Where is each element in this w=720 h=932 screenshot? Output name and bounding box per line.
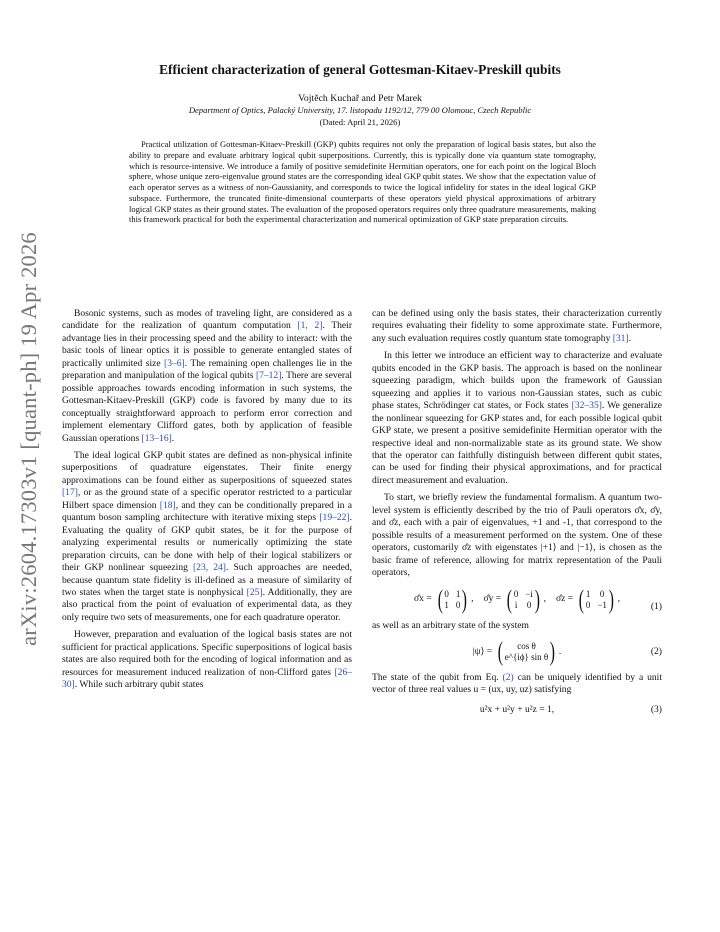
arxiv-sidebar-stamp [12,222,46,656]
left-column [62,308,352,697]
right-column [372,308,662,723]
matrix-entry: 1 [455,588,461,599]
citation-link[interactable]: [3–6] [164,357,185,369]
text-run: . Such approaches are needed, because quantum state fidelity is ill-defined as a measure of similarity of two states when the target state is nonphysical [62,562,353,598]
equation-number: (3) [650,703,662,715]
equation-number: (2) [650,645,662,657]
text-run: , and they can be conditionally prepared in a quantum boson sampling architecture with iterative mixing steps [62,499,352,524]
matrix: ( 0 −i i 0 ) [506,584,540,614]
text-run: However, preparation and evaluation of the logical basis states are not sufficient for practical applications. Specific superpositions of logical basis states are also required both for the encoding of logical information and as resources for measurement induced realization of non-Clifford gates [62,629,352,678]
citation-link[interactable]: [23, 24] [193,562,226,574]
citation-link[interactable]: [1, 2] [297,320,323,332]
vector-entry: cos θ [517,640,536,651]
matrix: ( 0 1 1 0 ) [437,584,468,614]
text-run: . We generalize the nonlinear squeezing for GKP states and, for each possible logical qubit GKP state, we present a positive semidefinite Hermitian operator with the respective ideal and non-normalizable state as its ground state. We show that the operator can faithfully distinguish between different qubit states, can be used for finding their physical approximations, and for practical direct measurement and evaluation. [372,400,662,486]
matrix-entry: −1 [597,599,607,610]
text-run: . While such arbitrary qubit states [74,679,204,691]
column-vector: ( cos θ e^{iϕ} sin θ ) [497,636,556,666]
equation-punct: , [617,593,620,605]
paragraph [62,629,352,691]
text-run: . [171,432,175,444]
text-run: Bosonic systems, such as modes of traveling light, are considered as a candidate for the realization of quantum computation [62,308,352,332]
text-run: . Evaluating the quality of GKP qubit states, be it for the purpose of analyzing experimental results or numerically optimizing the state preparation circuits, can be done with help of their logical stabilizers or their GKP nonlinear squeezing [62,512,352,574]
paragraph [372,308,662,345]
paragraph [372,350,662,487]
text-run: , or as the ground state of a specific operator restricted to a particular Hilbert space dimension [62,487,352,511]
matrix-entry: 0 [455,599,461,610]
equation-1: σ̂x = ( 0 1 1 0 ) , σ̂y = ( 0 −i i 0 ) , σ̂z = ( 1 0 0 −1 ) , (1) [414,584,662,614]
paper-title: Efficient characterization of general Gottesman-Kitaev-Preskill qubits [159,62,561,77]
matrix-entry: 1 [444,599,449,610]
equation-punct: . [558,645,562,657]
citation-link[interactable]: [7–12] [255,370,282,382]
paragraph: as well as an arbitrary state of the system [372,619,529,631]
paragraph [62,308,352,445]
abstract: Practical utilization of Gottesman-Kitaev-Preskill (GKP) qubits requires not only the preparation of logical basis states, but also the ability to prepare and evaluate arbitrary logical qubit superpositions. Currently, this is typically done via quantum state tomography, which is resource-intensive. We introduce a family of positive semidefinite Hermitian operators, one for each point on the logical Bloch sphere, whose unique zero-eigenvalue ground states are the corresponding ideal GKP qubit states. We show that the expectation value of each operator serves as a witness of non-Gaussianity, and corresponds to twice the logical infidelity for states in the ideal logical GKP subspace. Furthermore, the truncated finite-dimensional counterparts of these operators yield physical approximations of arbitrary logical GKP states as their ground states. The evaluation of the proposed operators requires only three quadrature measurements, making this framework practical for both the experimental characterization and numerical optimization of GKP state preparation circuits. [129,139,596,225]
matrix-entry: 1 [585,588,591,599]
matrix: ( 1 0 0 −1 ) [578,584,614,614]
equation-3 [372,704,662,716]
citation-link[interactable]: [31] [612,332,629,344]
text-run: . [628,332,632,344]
citation-link[interactable]: [18] [159,499,176,511]
dated-line: (Dated: April 21, 2026) [319,117,401,127]
matrix-entry: 0 [585,599,591,610]
paragraph [372,672,662,697]
author-list: Vojtěch Kuchař and Petr Marek [298,93,422,104]
matrix-entry: 0 [526,599,532,610]
citation-link[interactable]: [17] [62,487,78,499]
citation-link[interactable]: [26–30] [62,666,352,691]
text-run: can be defined using only the basis states, their characterization currently requires evaluating their fidelity to some approximate state. Furthermore, any such evaluation requires costly quantum state tomography [372,308,662,344]
equation-ref-link[interactable]: (2) [502,671,514,683]
vector-entry: e^{iϕ} sin θ [504,651,549,662]
text-run: The ideal logical GKP qubit states are defined as non-physical infinite superpositions of quadrature eigenstates. Their finite energy approximations can be found either as superpositions of squeezed states [62,449,352,486]
text-run: . Their advantage lies in their processing speed and the ability to interact: with the basic tools of linear optics it is possible to generate entangled states of practically unlimited size [62,320,352,369]
affiliation: Department of Optics, Palacký University, 17. listopadu 1192/12, 779 00 Olomouc, Czech Republic [188,105,532,115]
matrix-entry: 0 [513,588,519,599]
matrix-entry: 0 [599,588,605,599]
citation-link[interactable]: [25] [246,586,263,598]
text-run: . The remaining open challenges lie in the preparation and manipulation of the logical qubits [62,357,352,382]
normalization-expression: u²x + u²y + u²z = 1, [479,703,555,715]
paragraph [62,450,352,624]
equation-number: (1) [650,600,662,612]
matrix-entry: −i [525,588,533,599]
matrix-entry: 0 [444,588,449,599]
citation-link[interactable]: [32–35] [571,400,602,412]
text-run: The state of the qubit from Eq. [372,671,503,683]
sigma-y-label: σ̂y = [483,593,502,605]
arxiv-identifier: arXiv:2604.17303v1 [quant-ph] 19 Apr 2026 [16,232,41,646]
psi-label: |ψ⟩ = [472,645,493,657]
text-run: . There are several possible approaches towards encoding information in such systems, the Gottesman-Kitaev-Preskill (GKP) code is favored by many due to its conceptually straightforward approach to perform error correction and implement elementary Clifford gates, both by application of feasible Gaussian operations [62,370,352,444]
matrix-entry: i [514,599,518,610]
text-run: In this letter we introduce an efficient way to characterize and evaluate qubits encoded in the GKP basis. The approach is based on the nonlinear squeezing paradigm, which builds upon the framework of Gaussian squeezing and applies it to various non-Gaussian states, such as cubic phase states, Schrödinger cat states, or Fock states [372,350,662,412]
text-run: can be uniquely identified by a unit vector of three real values u = (ux, uy, uz) satisfying [372,671,662,696]
citation-link[interactable]: [13–16] [141,432,172,444]
text-run: . Additionally, they are also practical from the point of evaluation of experimental data, as they only require two sets of measurements, one for each quadrature operator. [62,586,352,623]
paragraph: To start, we briefly review the fundamental formalism. A quantum two-level system is efficiently described by the trio of Pauli operators σ̂x, σ̂y, and σ̂z, each with a pair of eigenvalues, +1 and -1, that correspond to the possible results of a measurement performed on the system. One of these operators, customarily σ̂z with eigenstates |+1⟩ and |−1⟩, is chosen as the basic frame of reference, allowing for matrix representation of the Pauli operators, [372,492,662,579]
sigma-z-label: σ̂z = [555,593,574,605]
citation-link[interactable]: [19–22] [319,512,350,524]
sigma-x-label: σ̂x = [414,593,432,605]
equation-2 [372,636,662,666]
